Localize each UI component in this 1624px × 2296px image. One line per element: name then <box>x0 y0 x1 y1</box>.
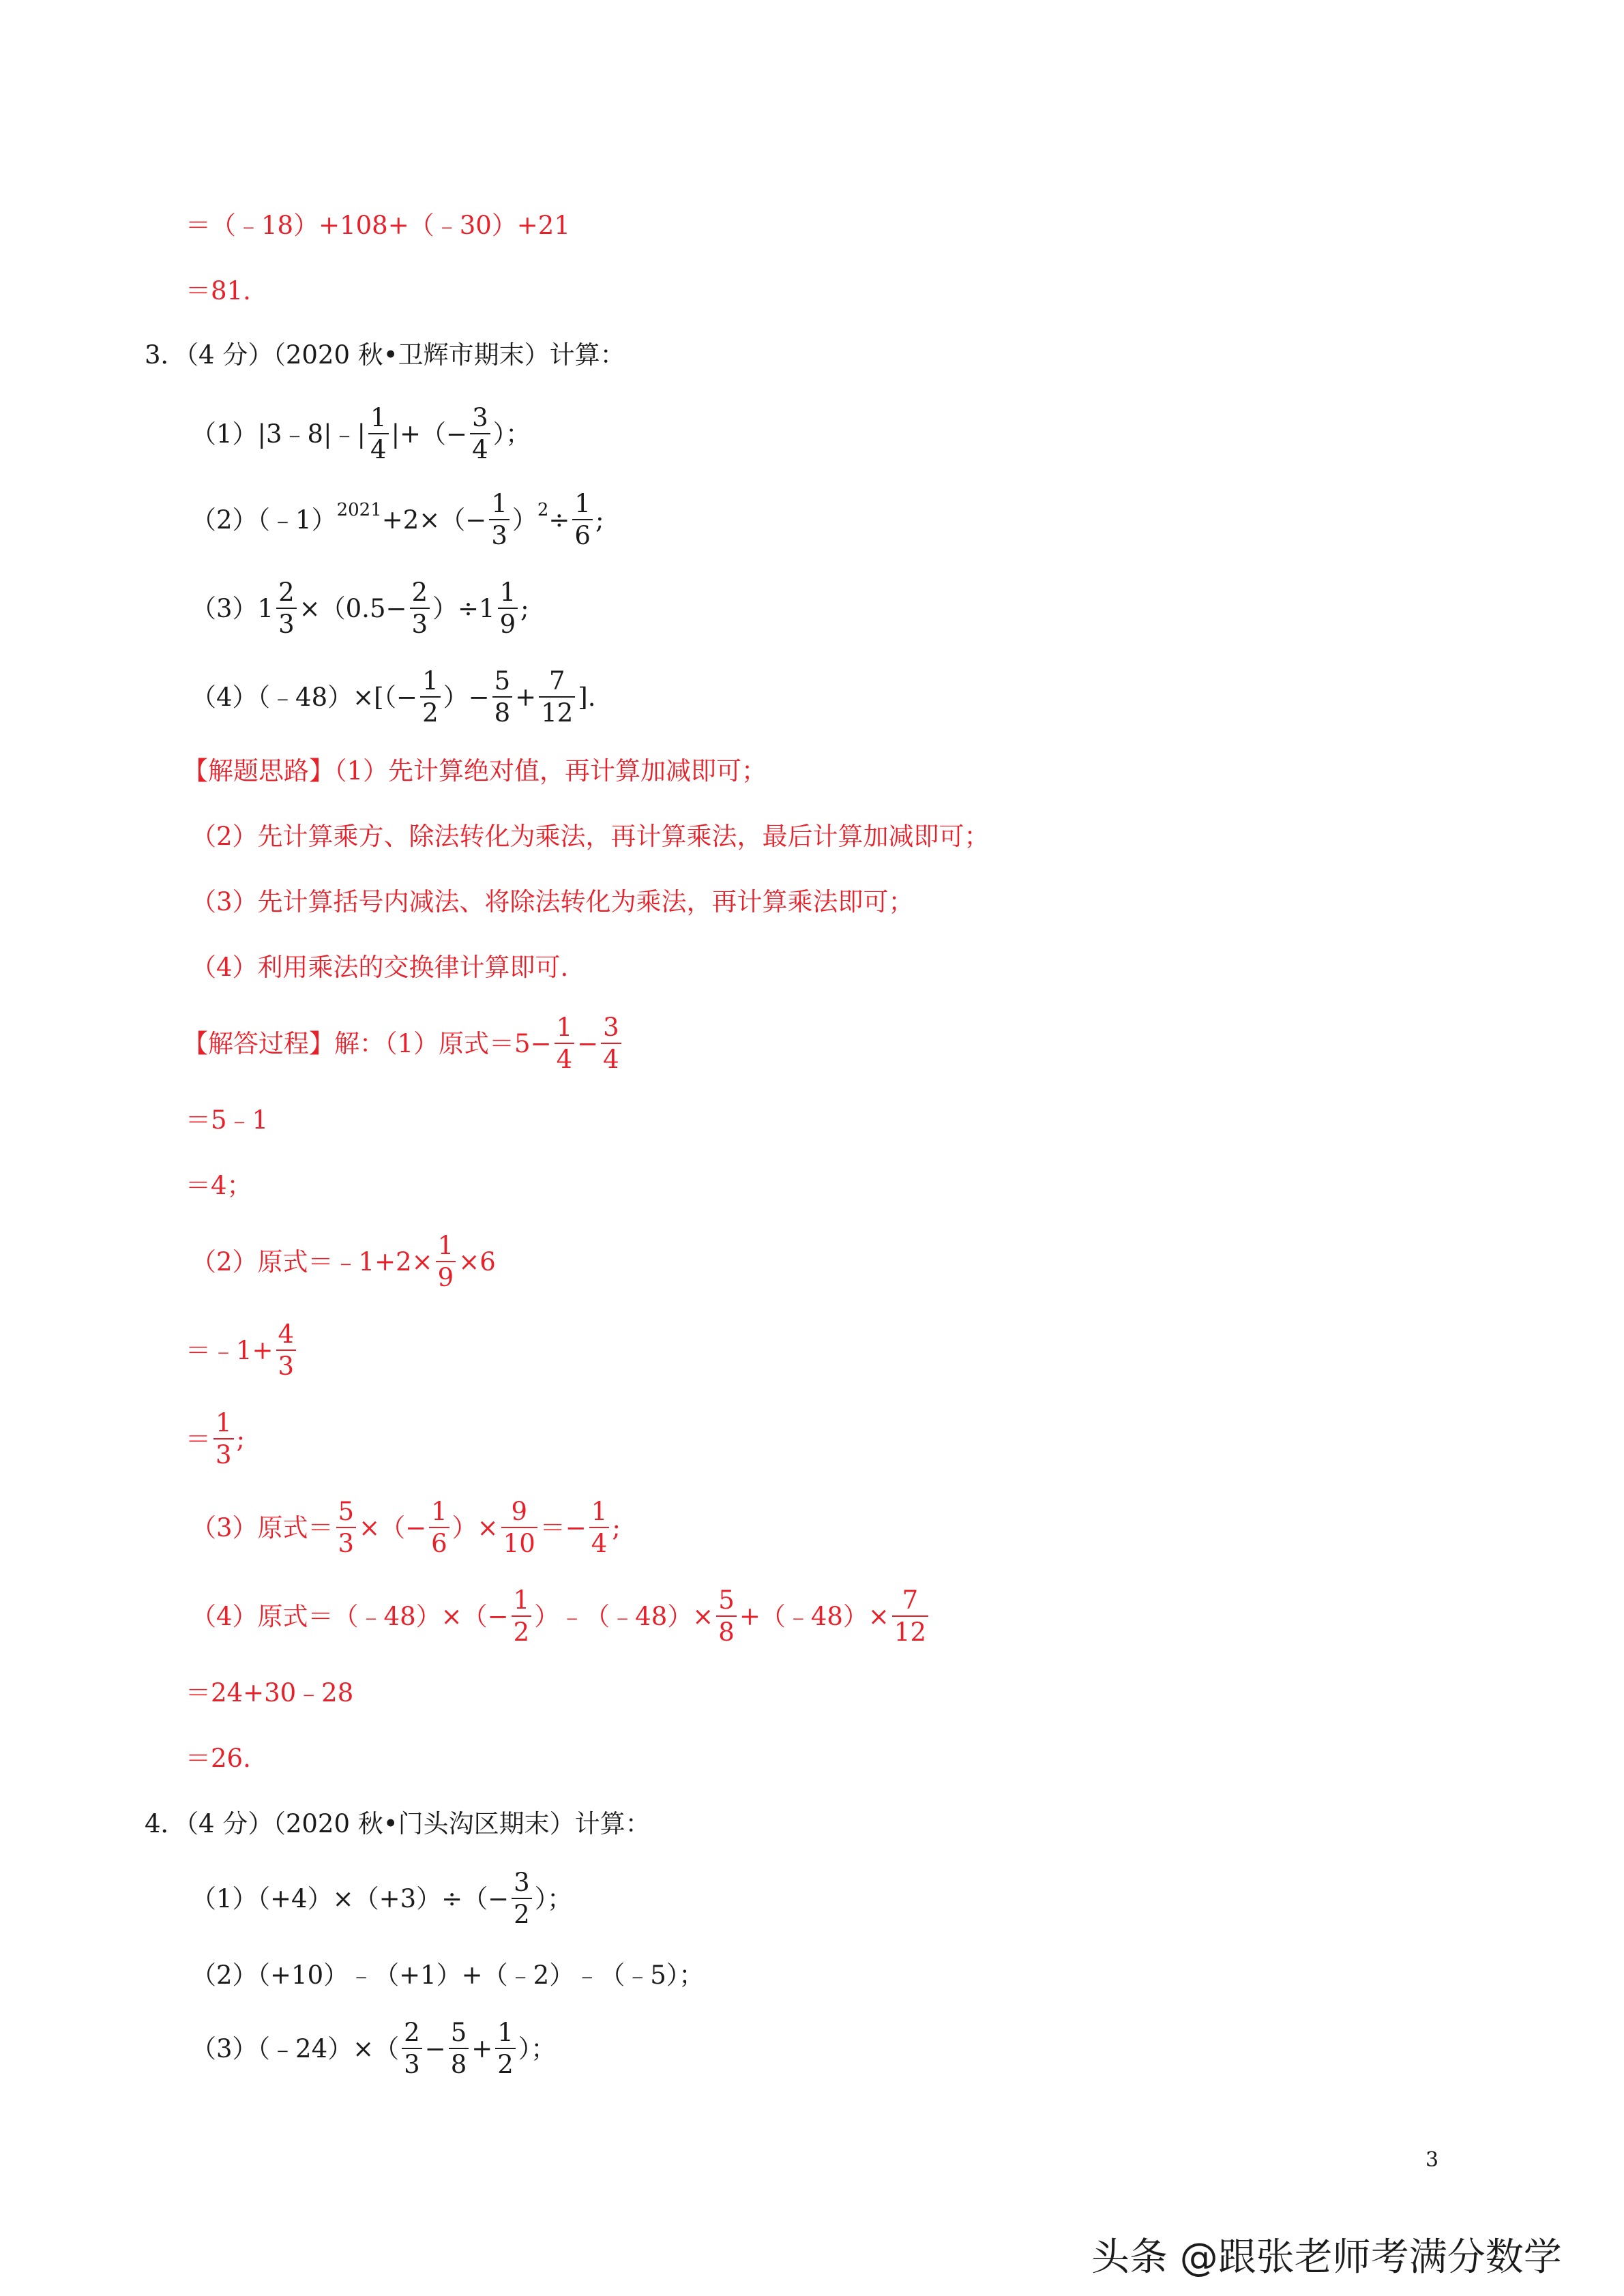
q3-part-2: （2）（﹣1） 2021 +2×（− $\frac{1}{3}$ ） 2 ÷ $\frac{1}{6}$ ; <box>191 489 604 550</box>
idea-line-4: （4）利用乘法的交换律计算即可. <box>191 953 569 982</box>
q4-part-2: （2）（+10）﹣（+1）+（﹣2）﹣（﹣5）； <box>191 1960 705 1990</box>
solution-line-8: （4）原式＝（﹣48）×（− $\frac{1}{2}$ ）﹣（﹣48）× $\frac{5}{8}$ +（﹣48）× $\frac{7}{12}$ <box>191 1589 931 1643</box>
idea-line-3: （3）先计算括号内减法、将除法转化为乘法，再计算乘法即可； <box>191 887 914 916</box>
solution-line-9: ＝24+30﹣28 <box>186 1678 354 1708</box>
idea-line-2: （2）先计算乘方、除法转化为乘法，再计算乘法，最后计算加减即可； <box>191 822 990 851</box>
q3-part-3: （3）1 $\frac{2}{3}$ ×（0.5− $\frac{2}{3}$ ）÷1 $\frac{1}{9}$ ; <box>191 578 529 639</box>
q3-heading: 3．（4 分）（2020 秋•卫辉市期末）计算： <box>145 340 625 370</box>
solution-line-6: ＝ $\frac{1}{3}$ ; <box>186 1408 246 1470</box>
q4-part-3: （3）（﹣24）×（ $\frac{2}{3}$ − $\frac{5}{8}$ + $\frac{1}{2}$ ）； <box>191 2018 557 2079</box>
top-line-1: ＝（﹣18）+108+（﹣30）+21 <box>186 211 570 240</box>
top-line-2: ＝81. <box>186 276 251 305</box>
q4-part-1: （1）（+4）×（+3）÷（− $\frac{3}{2}$ ）； <box>191 1868 573 1929</box>
idea-line-1: 【解题思路】（1）先计算绝对值，再计算加减即可； <box>183 756 767 786</box>
watermark: 头条 @跟张老师考满分数学 <box>1091 2235 1562 2280</box>
solution-line-3: ＝4； <box>186 1171 252 1200</box>
solution-line-7: （3）原式＝ $\frac{5}{3}$ ×（− $\frac{1}{6}$ ）× $\frac{9}{10}$ ＝− $\frac{1}{4}$ ; <box>191 1497 621 1558</box>
solution-line-4: （2）原式＝﹣1+2× $\frac{1}{9}$ ×6 <box>191 1231 496 1292</box>
q3-part-4: （4）（﹣48）×[（− $\frac{1}{2}$ ）− $\frac{5}{8}$ + $\frac{7}{12}$ ]. <box>191 666 596 728</box>
solution-line-5: ＝﹣1+ $\frac{4}{3}$ <box>186 1323 299 1377</box>
solution-line-2: ＝5﹣1 <box>186 1105 269 1135</box>
page-number: 3 <box>1426 2148 1439 2172</box>
q3-part-1: （1）|3﹣8|﹣| $\frac{1}{4}$ |+（− $\frac{3}{4}$ ）； <box>191 403 531 464</box>
q4-heading: 4．（4 分）（2020 秋•门头沟区期末）计算： <box>145 1809 651 1838</box>
solution-line-1: 【解答过程】解：（1）原式＝5− $\frac{1}{4}$ − $\frac{3}{4}$ <box>183 1016 624 1071</box>
solution-line-10: ＝26. <box>186 1744 251 1773</box>
